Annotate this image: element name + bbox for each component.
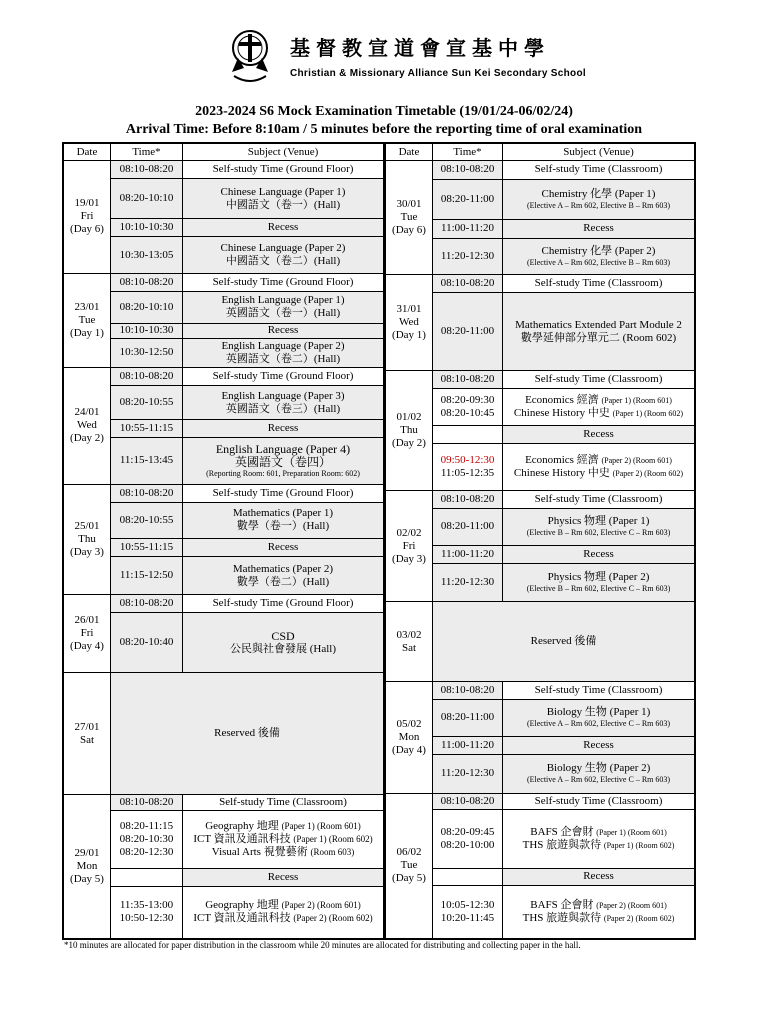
subject-cell: Recess bbox=[503, 220, 695, 238]
subject-cell: Recess bbox=[183, 219, 384, 237]
footnote: *10 minutes are allocated for paper distribution in the classroom while 20 minutes are allocated for distributing and collecting paper in the hall. bbox=[64, 940, 581, 950]
time-cell: 10:55-11:15 bbox=[111, 538, 183, 556]
time-cell: 08:10-08:20 bbox=[433, 793, 503, 809]
time-cell: 08:20-10:10 bbox=[111, 291, 183, 323]
subject-cell: Mathematics (Paper 1) 數學（卷一）(Hall) bbox=[183, 502, 384, 538]
time-cell: 08:20-11:00 bbox=[433, 700, 503, 737]
time-cell: 08:10-08:20 bbox=[111, 161, 183, 179]
page-title: 2023-2024 S6 Mock Examination Timetable (19/01/24-06/02/24) bbox=[195, 104, 573, 119]
subject-cell: English Language (Paper 2) 英國語文（卷二）(Hall) bbox=[183, 338, 384, 367]
subject-cell: Self-study Time (Classroom) bbox=[183, 795, 384, 811]
subject-cell: Chemistry 化學 (Paper 1) (Elective A – Rm 602, Elective B – Rm 603) bbox=[503, 179, 695, 220]
subject-cell: Chinese Language (Paper 1) 中國語文（卷一）(Hall) bbox=[183, 179, 384, 219]
subject-cell: CSD 公民與社會發展 (Hall) bbox=[183, 613, 384, 673]
date-cell: 26/01 Fri (Day 4) bbox=[64, 595, 111, 673]
date-cell: 31/01 Wed (Day 1) bbox=[386, 275, 433, 371]
subject-cell: Recess bbox=[183, 323, 384, 338]
subject-cell: Recess bbox=[503, 545, 695, 563]
date-header: Date bbox=[386, 144, 433, 161]
time-cell: 08:10-08:20 bbox=[111, 484, 183, 502]
subject-cell: Self-study Time (Classroom) bbox=[503, 161, 695, 179]
time-cell: 10:55-11:15 bbox=[111, 420, 183, 438]
subject-cell: Self-study Time (Classroom) bbox=[503, 681, 695, 699]
subject-cell: Chemistry 化學 (Paper 2) (Elective A – Rm 602, Elective B – Rm 603) bbox=[503, 238, 695, 275]
subject-cell: Physics 物理 (Paper 2) (Elective B – Rm 602, Elective C – Rm 603) bbox=[503, 563, 695, 602]
time-cell: 08:10-08:20 bbox=[433, 490, 503, 508]
time-cell: 08:20-10:55 bbox=[111, 386, 183, 420]
time-cell: 08:20-11:00 bbox=[433, 508, 503, 545]
subject-cell: English Language (Paper 3) 英國語文（卷三）(Hall) bbox=[183, 386, 384, 420]
subject-cell: English Language (Paper 4) 英國語文（卷四） (Reporting Room: 601, Preparation Room: 602) bbox=[183, 438, 384, 484]
time-cell: 08:20-09:30 08:20-10:45 bbox=[433, 388, 503, 425]
subject-cell: Self-study Time (Ground Floor) bbox=[183, 595, 384, 613]
time-cell bbox=[433, 425, 503, 443]
subject-cell: Recess bbox=[503, 425, 695, 443]
time-cell: 08:20-11:00 bbox=[433, 179, 503, 220]
time-header: Time* bbox=[433, 144, 503, 161]
time-cell: 10:30-12:50 bbox=[111, 338, 183, 367]
time-cell: 11:00-11:20 bbox=[433, 220, 503, 238]
time-cell: 11:00-11:20 bbox=[433, 545, 503, 563]
subject-cell: Recess bbox=[183, 420, 384, 438]
subject-cell: Recess bbox=[503, 868, 695, 885]
subject-cell: Self-study Time (Classroom) bbox=[503, 793, 695, 809]
subject-cell: Self-study Time (Classroom) bbox=[503, 275, 695, 293]
date-cell: 06/02 Tue (Day 5) bbox=[386, 793, 433, 938]
time-cell: 08:10-08:20 bbox=[111, 368, 183, 386]
subject-cell: Mathematics Extended Part Module 2 數學延伸部分單元二 (Room 602) bbox=[503, 293, 695, 370]
subject-cell: BAFS 企會財 (Paper 2) (Room 601) THS 旅遊與款待 (Paper 2) (Room 602) bbox=[503, 886, 695, 939]
subject-cell: Recess bbox=[183, 869, 384, 886]
subject-cell: Biology 生物 (Paper 1) (Elective A – Rm 602, Elective C – Rm 603) bbox=[503, 700, 695, 737]
school-logo-icon bbox=[224, 28, 276, 88]
date-cell: 02/02 Fri (Day 3) bbox=[386, 490, 433, 602]
school-name-en: Christian & Missionary Alliance Sun Kei Secondary School bbox=[290, 68, 586, 79]
subject-cell: Economics 經濟 (Paper 1) (Room 601) Chinese History 中史 (Paper 1) (Room 602) bbox=[503, 388, 695, 425]
subject-cell: Self-study Time (Classroom) bbox=[503, 490, 695, 508]
subject-cell: Economics 經濟 (Paper 2) (Room 601) Chinese History 中史 (Paper 2) (Room 602) bbox=[503, 443, 695, 490]
time-cell: 10:10-10:30 bbox=[111, 323, 183, 338]
arrival-time-note: Arrival Time: Before 8:10am / 5 minutes before the reporting time of oral examination bbox=[125, 122, 643, 137]
time-cell: 11:15-12:50 bbox=[111, 556, 183, 594]
timetable-left bbox=[62, 142, 385, 940]
time-cell: 08:10-08:20 bbox=[433, 275, 503, 293]
subject-cell: Mathematics (Paper 2) 數學（卷二）(Hall) bbox=[183, 556, 384, 594]
time-cell: 08:20-10:55 bbox=[111, 502, 183, 538]
time-cell: 08:10-08:20 bbox=[111, 595, 183, 613]
time-cell: 08:20-10:40 bbox=[111, 613, 183, 673]
time-cell: 11:20-12:30 bbox=[433, 563, 503, 602]
time-cell: 08:10-08:20 bbox=[433, 370, 503, 388]
date-cell: 05/02 Mon (Day 4) bbox=[386, 681, 433, 793]
time-cell: 11:20-12:30 bbox=[433, 238, 503, 275]
subject-cell: Geography 地理 (Paper 1) (Room 601) ICT 資訊及通訊科技 (Paper 1) (Room 602) Visual Arts 視覺藝術 (Room 603) bbox=[183, 811, 384, 869]
date-cell: 25/01 Thu (Day 3) bbox=[64, 484, 111, 595]
time-cell: 08:10-08:20 bbox=[433, 161, 503, 179]
time-cell: 10:10-10:30 bbox=[111, 219, 183, 237]
school-header bbox=[0, 28, 768, 90]
time-cell: 08:10-08:20 bbox=[111, 273, 183, 291]
subject-cell: Self-study Time (Ground Floor) bbox=[183, 161, 384, 179]
time-cell: 08:20-11:15 08:20-10:30 08:20-12:30 bbox=[111, 811, 183, 869]
subject-cell: Self-study Time (Classroom) bbox=[503, 370, 695, 388]
subject-cell: BAFS 企會財 (Paper 1) (Room 601) THS 旅遊與款待 (Paper 1) (Room 602) bbox=[503, 809, 695, 868]
date-header: Date bbox=[64, 144, 111, 161]
time-cell: 10:05-12:30 10:20-11:45 bbox=[433, 886, 503, 939]
date-cell: 19/01 Fri (Day 6) bbox=[64, 161, 111, 274]
time-cell: 10:30-13:05 bbox=[111, 237, 183, 273]
time-cell: 08:20-11:00 bbox=[433, 293, 503, 370]
subject-header: Subject (Venue) bbox=[183, 144, 384, 161]
time-cell bbox=[433, 868, 503, 885]
subject-cell: Self-study Time (Ground Floor) bbox=[183, 484, 384, 502]
date-cell: 03/02 Sat bbox=[386, 602, 433, 681]
subject-cell: Physics 物理 (Paper 1) (Elective B – Rm 602, Elective C – Rm 603) bbox=[503, 508, 695, 545]
school-name-zh: 基督教宣道會宣基中學 bbox=[290, 36, 550, 60]
time-header: Time* bbox=[111, 144, 183, 161]
time-cell: 11:15-13:45 bbox=[111, 438, 183, 484]
time-cell: 09:50-12:30 11:05-12:35 bbox=[433, 443, 503, 490]
subject-cell: Recess bbox=[503, 736, 695, 754]
reserved-cell: Reserved 後備 bbox=[111, 673, 384, 795]
date-cell: 30/01 Tue (Day 6) bbox=[386, 161, 433, 275]
subject-cell: Recess bbox=[183, 538, 384, 556]
subject-cell: Geography 地理 (Paper 2) (Room 601) ICT 資訊及通訊科技 (Paper 2) (Room 602) bbox=[183, 886, 384, 938]
time-cell: 11:00-11:20 bbox=[433, 736, 503, 754]
timetable-right bbox=[384, 142, 696, 940]
subject-cell: Biology 生物 (Paper 2) (Elective A – Rm 602, Elective C – Rm 603) bbox=[503, 754, 695, 793]
date-cell: 29/01 Mon (Day 5) bbox=[64, 795, 111, 939]
time-cell bbox=[111, 869, 183, 886]
time-cell: 11:20-12:30 bbox=[433, 754, 503, 793]
reserved-cell: Reserved 後備 bbox=[433, 602, 695, 681]
subject-cell: English Language (Paper 1) 英國語文（卷一）(Hall) bbox=[183, 291, 384, 323]
date-cell: 01/02 Thu (Day 2) bbox=[386, 370, 433, 490]
date-cell: 27/01 Sat bbox=[64, 673, 111, 795]
subject-cell: Self-study Time (Ground Floor) bbox=[183, 273, 384, 291]
date-cell: 24/01 Wed (Day 2) bbox=[64, 368, 111, 485]
time-cell: 08:20-10:10 bbox=[111, 179, 183, 219]
time-cell: 08:20-09:45 08:20-10:00 bbox=[433, 809, 503, 868]
time-cell: 08:10-08:20 bbox=[433, 681, 503, 699]
subject-header: Subject (Venue) bbox=[503, 144, 695, 161]
subject-cell: Chinese Language (Paper 2) 中國語文（卷二）(Hall) bbox=[183, 237, 384, 273]
time-cell: 08:10-08:20 bbox=[111, 795, 183, 811]
date-cell: 23/01 Tue (Day 1) bbox=[64, 273, 111, 367]
time-cell: 11:35-13:00 10:50-12:30 bbox=[111, 886, 183, 938]
subject-cell: Self-study Time (Ground Floor) bbox=[183, 368, 384, 386]
